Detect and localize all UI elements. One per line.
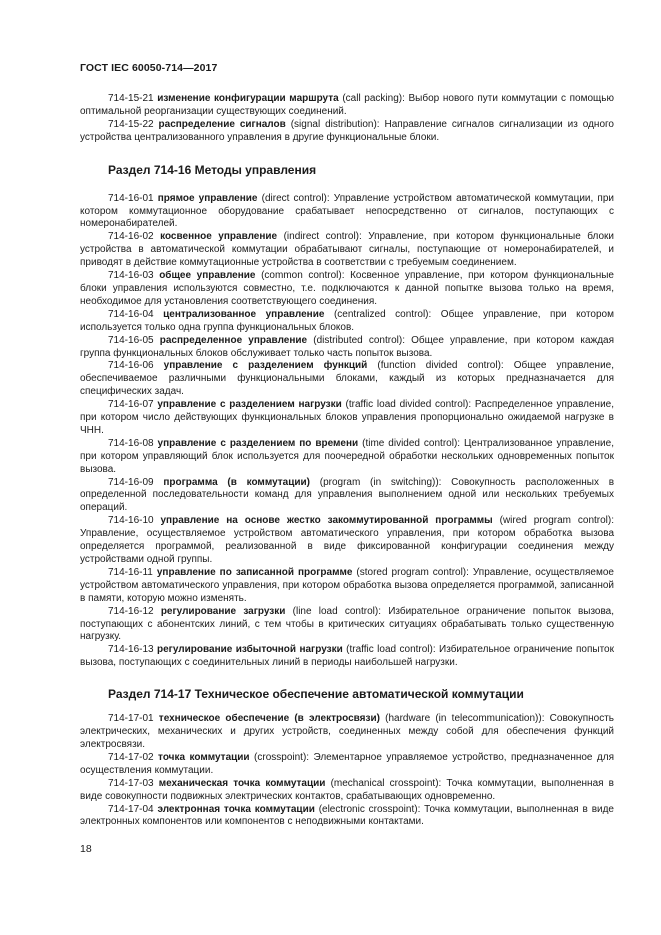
term-definition: (wired program control): Управление, осуществляемое устройством автоматического управления, при котором обработка вызова определяется программой, реализованной в виде фиксированной конфигурации соединения между устройствами одной группы.: [80, 515, 615, 565]
term-name: программа (в коммутации): [163, 476, 311, 488]
term-number: 714-16-04: [108, 308, 154, 320]
term-entry: [80, 93, 614, 119]
term-entry: [80, 270, 614, 309]
term-entry: [80, 778, 614, 804]
term-name: распределенное управление: [159, 334, 308, 346]
term-entry: [80, 193, 614, 232]
term-definition: (signal distribution): Направление сигналов сигнализации из одного устройства централизованного управления в другие функциональные блоки.: [80, 118, 614, 143]
term-entry: [80, 231, 614, 270]
intro-entries: [80, 93, 614, 145]
section-714-16-title: Раздел 714-16 Методы управления: [108, 162, 317, 177]
term-entry: [80, 119, 614, 145]
term-number: 714-16-10: [108, 515, 154, 527]
term-entry: [80, 438, 614, 477]
term-number: 714-16-13: [108, 644, 154, 656]
term-definition: (function divided control): Общее управление, обеспечиваемое различными функциональными блоками, каждый из которых предназначается для специфических задач.: [80, 360, 614, 398]
term-entry: [80, 399, 614, 438]
term-entry: [80, 713, 614, 752]
term-name: регулирование избыточной нагрузки: [157, 644, 343, 656]
term-definition: (indirect control): Управление, при котором функциональные блоки устройства в автоматической коммутации обрабатывают сигналы, поступающие от номеронабирателей, и приводят в действие коммутационные устройства в соответствии с требуемым соединением.: [80, 231, 614, 269]
term-number: 714-16-02: [108, 231, 154, 243]
term-definition: (centralized control): Общее управление, при котором используется только одна группа функциональных блоков.: [80, 308, 614, 333]
term-name: управление по записанной программе: [156, 566, 353, 578]
term-number: 714-16-03: [108, 270, 154, 282]
term-entry: [80, 804, 614, 830]
term-number: 714-17-01: [108, 713, 154, 725]
section-714-17-title: Раздел 714-17 Техническое обеспечение автоматической коммутации: [108, 687, 524, 702]
term-number: 714-16-05: [108, 334, 154, 346]
term-number: 714-15-21: [108, 93, 154, 104]
term-definition: (stored program control): Управление, осуществляемое устройством автоматического управления, при котором обработка вызова определяется программой, записанной в памяти, которую можно изменять.: [80, 566, 614, 604]
section-714-17-entries: [80, 713, 614, 829]
term-number: 714-16-01: [108, 192, 154, 204]
term-definition: (hardware (in telecommunication)): Совокупность электрических, механических и других устройств, соединенных между собой для обеспечения функций электросвязи.: [80, 713, 614, 750]
term-number: 714-16-07: [108, 399, 154, 411]
term-name: прямое управление: [157, 192, 258, 204]
term-name: управление с разделением по времени: [157, 437, 359, 449]
term-name: управление на основе жестко закоммутированной программы: [160, 515, 493, 527]
term-definition: (direct control): Управление устройством автоматической коммутации, при котором коммутационное оборудование срабатывает непосредственно от сигналов, поступающих с номеронабирателей.: [80, 192, 614, 230]
term-number: 714-17-03: [108, 777, 154, 789]
term-definition: (distributed control): Общее управление, при котором каждая группа функциональных блоков обслуживает только часть попыток вызова.: [80, 334, 615, 359]
term-name: управление с разделением функций: [163, 360, 368, 372]
term-number: 714-16-12: [108, 605, 154, 617]
term-name: изменение конфигурации маршрута: [157, 93, 339, 104]
term-entry: [80, 567, 614, 606]
term-name: общее управление: [159, 270, 256, 282]
term-definition: (time divided control): Централизованное управление, при котором управляющий блок используется для поочередной обработки нескольких одновременных попыток вызова.: [80, 437, 614, 475]
term-name: техническое обеспечение (в электросвязи): [158, 713, 380, 725]
term-definition: (traffic load divided control): Распределенное управление, при котором число действующих функциональных блоков управления пропорционально ожидаемой нагрузке в ЧНН.: [80, 399, 614, 436]
term-entry: [80, 606, 614, 645]
term-name: механическая точка коммутации: [158, 777, 326, 789]
page-number: 18: [80, 843, 92, 855]
term-entry: [80, 309, 614, 335]
standard-header: ГОСТ IEC 60050-714—2017: [80, 62, 218, 74]
term-definition: (line load control): Избирательное ограничение попыток вызова, поступающих с абонентских линий, с тем чтобы в критических ситуациях обрабатывать только существенную нагрузку.: [80, 605, 615, 643]
term-definition: (mechanical crosspoint): Точка коммутации, выполненная в виде совокупности подвижных электрических контактов, срабатывающих одновременно.: [80, 777, 614, 802]
term-number: 714-16-09: [108, 476, 154, 488]
term-name: регулирование загрузки: [160, 605, 286, 617]
term-entry: [80, 515, 614, 567]
term-name: распределение сигналов: [158, 118, 286, 130]
term-name: централизованное управление: [163, 308, 325, 320]
term-number: 714-17-04: [108, 803, 154, 815]
term-number: 714-17-02: [108, 751, 154, 763]
term-name: точка коммутации: [158, 751, 250, 763]
term-entry: [80, 752, 614, 778]
term-number: 714-16-06: [108, 360, 154, 372]
term-entry: [80, 477, 614, 516]
term-entry: [80, 644, 614, 670]
term-definition: (electronic crosspoint): Точка коммутации, выполненная в виде электронных компонентов или компонентов с неподвижными контактами.: [80, 803, 614, 828]
term-definition: (common control): Косвенное управление, при котором функциональные блоки управления используются совместно, т.е. подключаются к данной попытке вызова только на время, необходимое для установления соответствующего соединения.: [80, 270, 614, 307]
term-number: 714-15-22: [108, 118, 154, 130]
term-number: 714-16-11: [108, 566, 153, 578]
term-definition: (traffic load control): Избирательное ограничение попыток вызова, поступающих с соединительных линий в периоды наибольшей нагрузки.: [80, 644, 614, 669]
document-body: [80, 93, 614, 829]
term-entry: [80, 360, 614, 399]
term-name: электронная точка коммутации: [157, 803, 315, 815]
section-714-16-entries: [80, 193, 614, 671]
term-definition: (program (in switching)): Совокупность расположенных в определенной последовательности команд для управления выполнением одной или нескольких требуемых операций.: [80, 476, 615, 514]
term-name: косвенное управление: [160, 231, 278, 243]
term-number: 714-16-08: [108, 437, 154, 449]
term-definition: (call packing): Выбор нового пути коммутации с помощью оптимальной реорганизации существующих соединений.: [80, 93, 614, 117]
term-entry: [80, 335, 614, 361]
term-definition: (crosspoint): Элементарное управляемое устройство, предназначенное для осуществления коммутации.: [80, 751, 615, 776]
term-name: управление с разделением нагрузки: [157, 399, 342, 411]
